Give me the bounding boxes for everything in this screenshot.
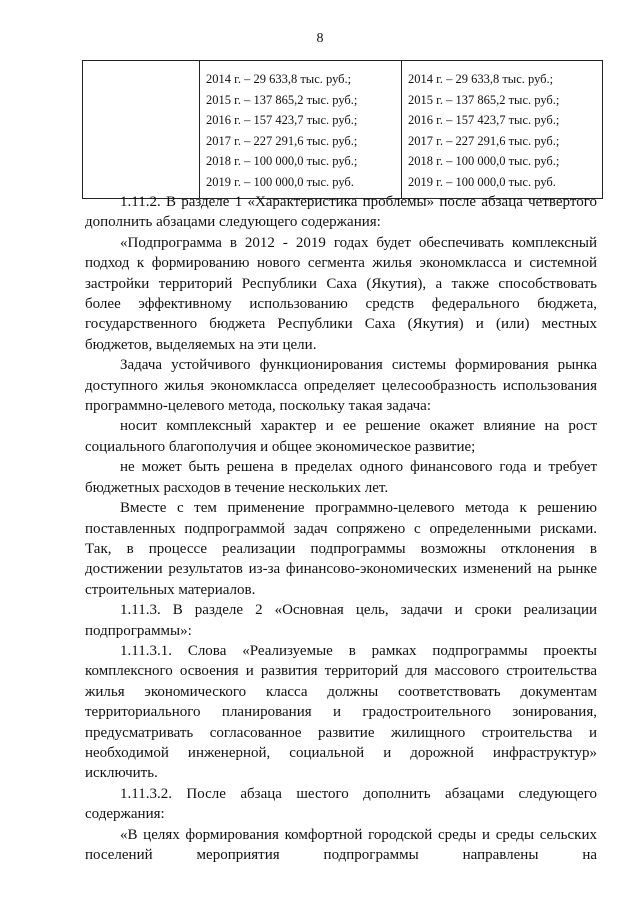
- table-cell-empty: [83, 61, 200, 199]
- budget-line: 2015 г. – 137 865,2 тыс. руб.;: [408, 92, 560, 107]
- page-number: 8: [316, 31, 324, 46]
- document-body: [85, 192, 597, 865]
- paragraph-1-11-3-2: 1.11.3.2. После абзаца шестого дополнить абзацами следующего содержания:: [85, 785, 597, 823]
- table-row: [83, 61, 603, 199]
- paragraph-1-11-2: 1.11.2. В разделе 1 «Характеристика проблемы» после абзаца четвертого дополнить абзацами следующего содержания:: [85, 194, 597, 231]
- paragraph-task-stability: Задача устойчивого функционирования системы формирования рынка доступного жилья экономкласса определяет целесообразность использования программно-целевого метода, поскольку такая задача:: [85, 357, 597, 415]
- budget-line: 2016 г. – 157 423,7 тыс. руб.;: [206, 113, 358, 128]
- paragraph-complex-nature: носит комплексный характер и ее решение окажет влияние на рост социального благополучия и общее экономическое развитие;: [85, 418, 597, 455]
- budget-line: 2018 г. – 100 000,0 тыс. руб.;: [408, 154, 560, 169]
- paragraph-1-11-3: 1.11.3. В разделе 2 «Основная цель, задачи и сроки реализации подпрограммы»:: [85, 602, 597, 639]
- budget-line: 2017 г. – 227 291,6 тыс. руб.;: [206, 133, 358, 148]
- budget-table: [82, 60, 603, 199]
- paragraph-1-11-3-1: 1.11.3.1. Слова «Реализуемые в рамках подпрограммы проекты комплексного освоения и развития территорий для массового строительства жилья экономического класса должны соответствовать документам территориального планирования и градостроительного зонирования, предусматривать согласованное развитие жилищного строительства и необходимой инженерной, социальной и дорожной инфраструктур» исключить.: [85, 642, 597, 782]
- paragraph-multi-year: не может быть решена в пределах одного финансового года и требует бюджетных расходов в течение нескольких лет.: [85, 459, 597, 496]
- table-cell-right: [402, 61, 603, 199]
- table-cell-left: [200, 61, 402, 199]
- paragraph-comfortable-environment: «В целях формирования комфортной городской среды и среды сельских поселений мероприятия подпрограммы направлены на: [85, 826, 597, 863]
- budget-line: 2015 г. – 137 865,2 тыс. руб.;: [206, 92, 358, 107]
- budget-line: 2017 г. – 227 291,6 тыс. руб.;: [408, 133, 560, 148]
- paragraph-risks: Вместе с тем применение программно-целевого метода к решению поставленных подпрограммой задач сопряжено с определенными рисками. Так, в процессе реализации подпрограммы возможны отклонения в достижении результатов из-за финансово-экономических изменений на рынке строительных материалов.: [85, 500, 597, 598]
- budget-line: 2019 г. – 100 000,0 тыс. руб.: [408, 174, 556, 189]
- paragraph-subprogram-intro: «Подпрограмма в 2012 - 2019 годах будет обеспечивать комплексный подход к формированию нового сегмента жилья экономкласса и системной застройки территорий Республики Саха (Якутия), а также способствовать более эффективному использованию средств федерального бюджета, государственного бюджета Республики Саха (Якутия) и (или) местных бюджетов, выделяемых на эти цели.: [85, 234, 597, 353]
- budget-line: 2014 г. – 29 633,8 тыс. руб.;: [206, 72, 352, 86]
- budget-line: 2019 г. – 100 000,0 тыс. руб.: [206, 174, 354, 189]
- budget-line: 2014 г. – 29 633,8 тыс. руб.;: [408, 72, 554, 86]
- budget-line: 2018 г. – 100 000,0 тыс. руб.;: [206, 154, 358, 169]
- budget-line: 2016 г. – 157 423,7 тыс. руб.;: [408, 113, 560, 128]
